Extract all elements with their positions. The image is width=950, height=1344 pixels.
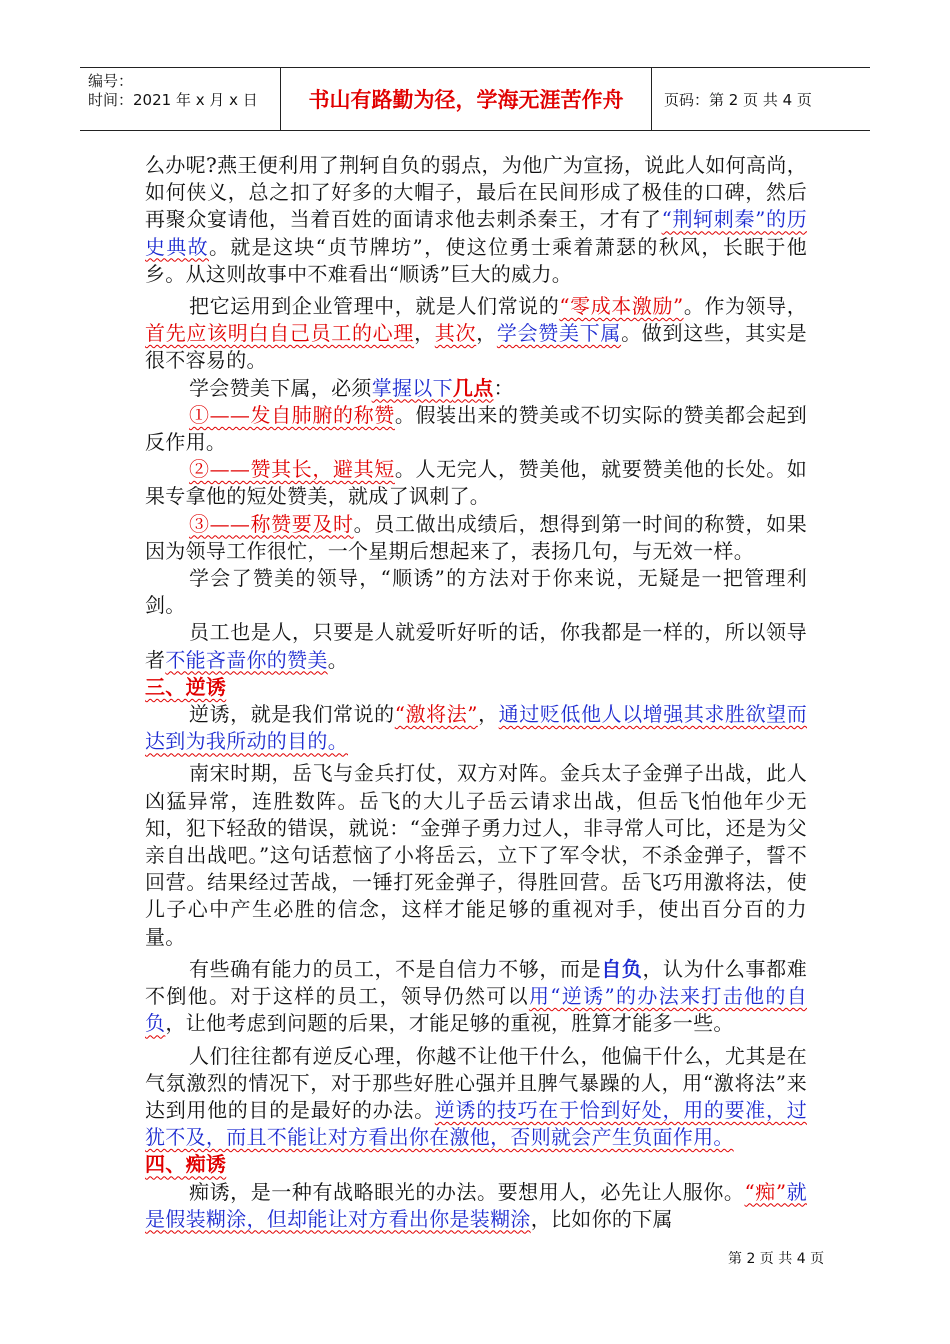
highlight-text: 其次 bbox=[434, 321, 477, 346]
text-run: 。假装出来的赞美或不切实际的赞美都会起到反作用。 bbox=[145, 402, 808, 455]
list-item bbox=[145, 511, 807, 565]
highlight-text: ②——赞其长，避其短 bbox=[189, 457, 395, 482]
text-run: ， bbox=[476, 321, 497, 346]
document-body bbox=[145, 152, 807, 1233]
highlight-text: 通过贬低他人以增强其求胜欲望而达到为我所动的目的。 bbox=[145, 702, 808, 754]
paragraph bbox=[145, 619, 807, 673]
paragraph bbox=[145, 956, 807, 1038]
section-heading: 四、痴诱 bbox=[145, 1152, 227, 1177]
highlight-text: 几点 bbox=[452, 375, 494, 400]
paragraph bbox=[145, 701, 807, 755]
paragraph bbox=[145, 1043, 807, 1152]
highlight-text: “零成本激励” bbox=[559, 294, 684, 319]
text-run: 。员工做出成绩后，想得到第一时间的称赞，如果因为领导工作很忙，一个星期后想起来了，表扬几句，与无效一样。 bbox=[145, 511, 807, 563]
section-heading: 三、逆诱 bbox=[145, 674, 227, 699]
text-run: 。就是这块“贞节牌坊”，使这位勇士乘着萧瑟的秋风，长眠于他乡。从这则故事中不难看出“顺诱”巨大的威力。 bbox=[145, 234, 807, 286]
highlight-text: “激将法” bbox=[394, 702, 478, 727]
highlight-text: 逆诱的技巧在于恰到好处，用的要准，过犹不及，而且不能让对方看出你在激他，否则就会产生负面作用。 bbox=[145, 1097, 807, 1150]
header-motto: 书山有路勤为径，学海无涯苦作舟 bbox=[280, 68, 652, 130]
page-footer: 第 2 页 共 4 页 bbox=[728, 1251, 825, 1267]
paragraph bbox=[145, 152, 807, 288]
paragraph: 南宋时期，岳飞与金兵打仗，双方对阵。金兵太子金弹子出战，此人凶猛异常，连胜数阵。岳飞的大儿子岳云请求出战，但岳飞怕他年少无知，犯下轻敌的错误，就说：“金弹子勇力过人，非寻常人可比，还是为父亲自出战吧。”这句话惹恼了小将岳云，立下了军令状，不杀金弹子，誓不回营。结果经过苦战，一锤打死金弹子，得胜回营。岳飞巧用激将法，使儿子心中产生必胜的信念，这样才能足够的重视对手，使出百分百的力量。 bbox=[145, 761, 807, 949]
text-run: 员工也是人，只要是人就爱听好听的话，你我都是一样的，所以领导者 bbox=[145, 620, 807, 672]
header-page-code: 页码：第 2 页 共 4 页 bbox=[664, 90, 812, 109]
paragraph bbox=[145, 1179, 807, 1233]
highlight-text: ③——称赞要及时 bbox=[189, 511, 354, 536]
header-meta bbox=[80, 68, 280, 130]
highlight-text: “痴” bbox=[744, 1179, 787, 1204]
highlight-text: 自负 bbox=[601, 956, 643, 981]
text-run: 。作为领导， bbox=[683, 294, 807, 319]
text-run: 把它运用到企业管理中，就是人们常说的 bbox=[189, 294, 560, 319]
highlight-text: 掌握以下 bbox=[371, 375, 453, 400]
highlight-text: 学会赞美下属 bbox=[496, 321, 622, 346]
paragraph: 学会了赞美的领导，“顺诱”的方法对于你来说，无疑是一把管理利剑。 bbox=[145, 566, 807, 618]
highlight-text: 用“逆诱”的办法来打击他的自负 bbox=[145, 984, 807, 1036]
text-run: ，让他考虑到问题的后果，才能足够的重视，胜算才能多一些。 bbox=[165, 1011, 734, 1036]
list-item bbox=[145, 456, 807, 510]
highlight-text: ①——发自肺腑的称赞 bbox=[189, 402, 395, 427]
document-date-label: 时间：2021 年 x 月 x 日 bbox=[88, 91, 258, 109]
text-run: ，比如你的下属 bbox=[530, 1206, 673, 1231]
text-run: 痴诱，是一种有战略眼光的办法。要想用人，必先让人服你。 bbox=[189, 1179, 745, 1204]
paragraph bbox=[145, 293, 807, 375]
highlight-text: 不能吝啬你的赞美 bbox=[165, 647, 328, 672]
text-run: 有些确有能力的员工，不是自信力不够，而是 bbox=[189, 956, 602, 981]
text-run: ，认为什么事都难不倒他。对于这样的员工，领导仍然可以 bbox=[145, 956, 808, 1009]
list-item bbox=[145, 402, 807, 456]
text-run: 人们往往都有逆反心理，你越不让他干什么，他偏干什么，尤其是在气氛激烈的情况下，对于那些好胜心强并且脾气暴躁的人，用“激将法”来达到用他的目的是最好的办法。 bbox=[145, 1043, 807, 1122]
text-run: ： bbox=[493, 375, 514, 400]
highlight-text: 就是假装糊涂，但却能让对方看出你是装糊涂 bbox=[145, 1179, 807, 1231]
highlight-text: “荆轲刺秦”的历史典故 bbox=[145, 207, 807, 259]
text-run: 。人无完人，赞美他，就要赞美他的长处。如果专拿他的短处赞美，就成了讽刺了。 bbox=[145, 457, 808, 509]
text-run: ， bbox=[477, 702, 499, 727]
text-run: ， bbox=[414, 321, 435, 346]
document-number-label: 编号： bbox=[88, 72, 134, 90]
text-run: 逆诱，就是我们常说的 bbox=[189, 702, 395, 727]
page-header bbox=[80, 67, 870, 131]
highlight-text: 首先应该明白自己员工的心理 bbox=[145, 321, 415, 346]
text-run: 。 bbox=[327, 647, 349, 672]
text-run: 。做到这些，其实是很不容易的。 bbox=[145, 321, 807, 373]
text-run: 学会赞美下属，必须 bbox=[189, 375, 372, 400]
text-run: 么办呢?燕王便利用了荆轲自负的弱点，为他广为宣扬，说此人如何高尚，如何侠义，总之扣了好多的大帽子，最后在民间形成了极佳的口碑，然后再聚众宴请他，当着百姓的面请求他去刺杀秦王，才有了 bbox=[145, 153, 807, 232]
paragraph bbox=[145, 375, 807, 402]
